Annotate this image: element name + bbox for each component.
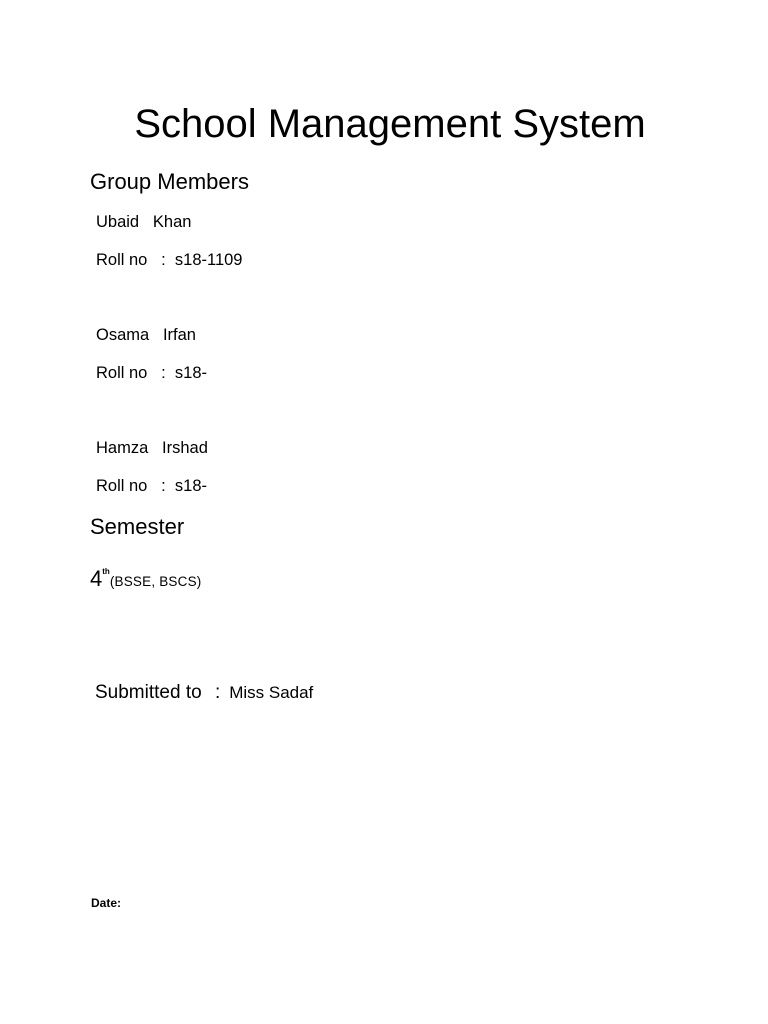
semester-suffix: th xyxy=(102,567,110,576)
semester-value xyxy=(90,558,202,596)
roll-label: Roll no xyxy=(96,364,148,382)
member-name xyxy=(96,211,191,233)
semester-programs: (BSSE, BSCS) xyxy=(109,574,202,589)
roll-value: s18- xyxy=(174,364,208,382)
member-last-name: Irshad xyxy=(162,439,208,457)
roll-value: s18- xyxy=(174,477,208,495)
member-roll-line xyxy=(96,362,207,384)
group-members-heading: Group Members xyxy=(90,169,249,194)
submitted-to-separator: : xyxy=(215,682,221,703)
member-first-name: Osama xyxy=(96,326,150,344)
roll-label: Roll no xyxy=(96,477,148,495)
roll-value: s18-1109 xyxy=(174,251,243,269)
member-last-name: Khan xyxy=(152,213,192,231)
date-label: Date: xyxy=(91,896,122,910)
member-name xyxy=(96,437,208,459)
roll-label: Roll no xyxy=(96,251,148,269)
submitted-to-label: Submitted to xyxy=(95,682,202,703)
submitted-to-line xyxy=(95,680,313,707)
roll-separator: : xyxy=(161,364,166,382)
member-roll-line xyxy=(96,475,207,497)
member-first-name: Ubaid xyxy=(96,213,140,231)
roll-separator: : xyxy=(161,251,166,269)
semester-heading: Semester xyxy=(90,514,185,539)
member-name xyxy=(96,324,196,346)
document-title: School Management System xyxy=(134,102,646,146)
roll-separator: : xyxy=(161,477,166,495)
member-last-name: Irfan xyxy=(162,326,196,344)
member-first-name: Hamza xyxy=(96,439,149,457)
member-roll-line xyxy=(96,249,243,271)
submitted-to-value: Miss Sadaf xyxy=(229,683,314,702)
semester-number: 4 xyxy=(90,566,103,591)
